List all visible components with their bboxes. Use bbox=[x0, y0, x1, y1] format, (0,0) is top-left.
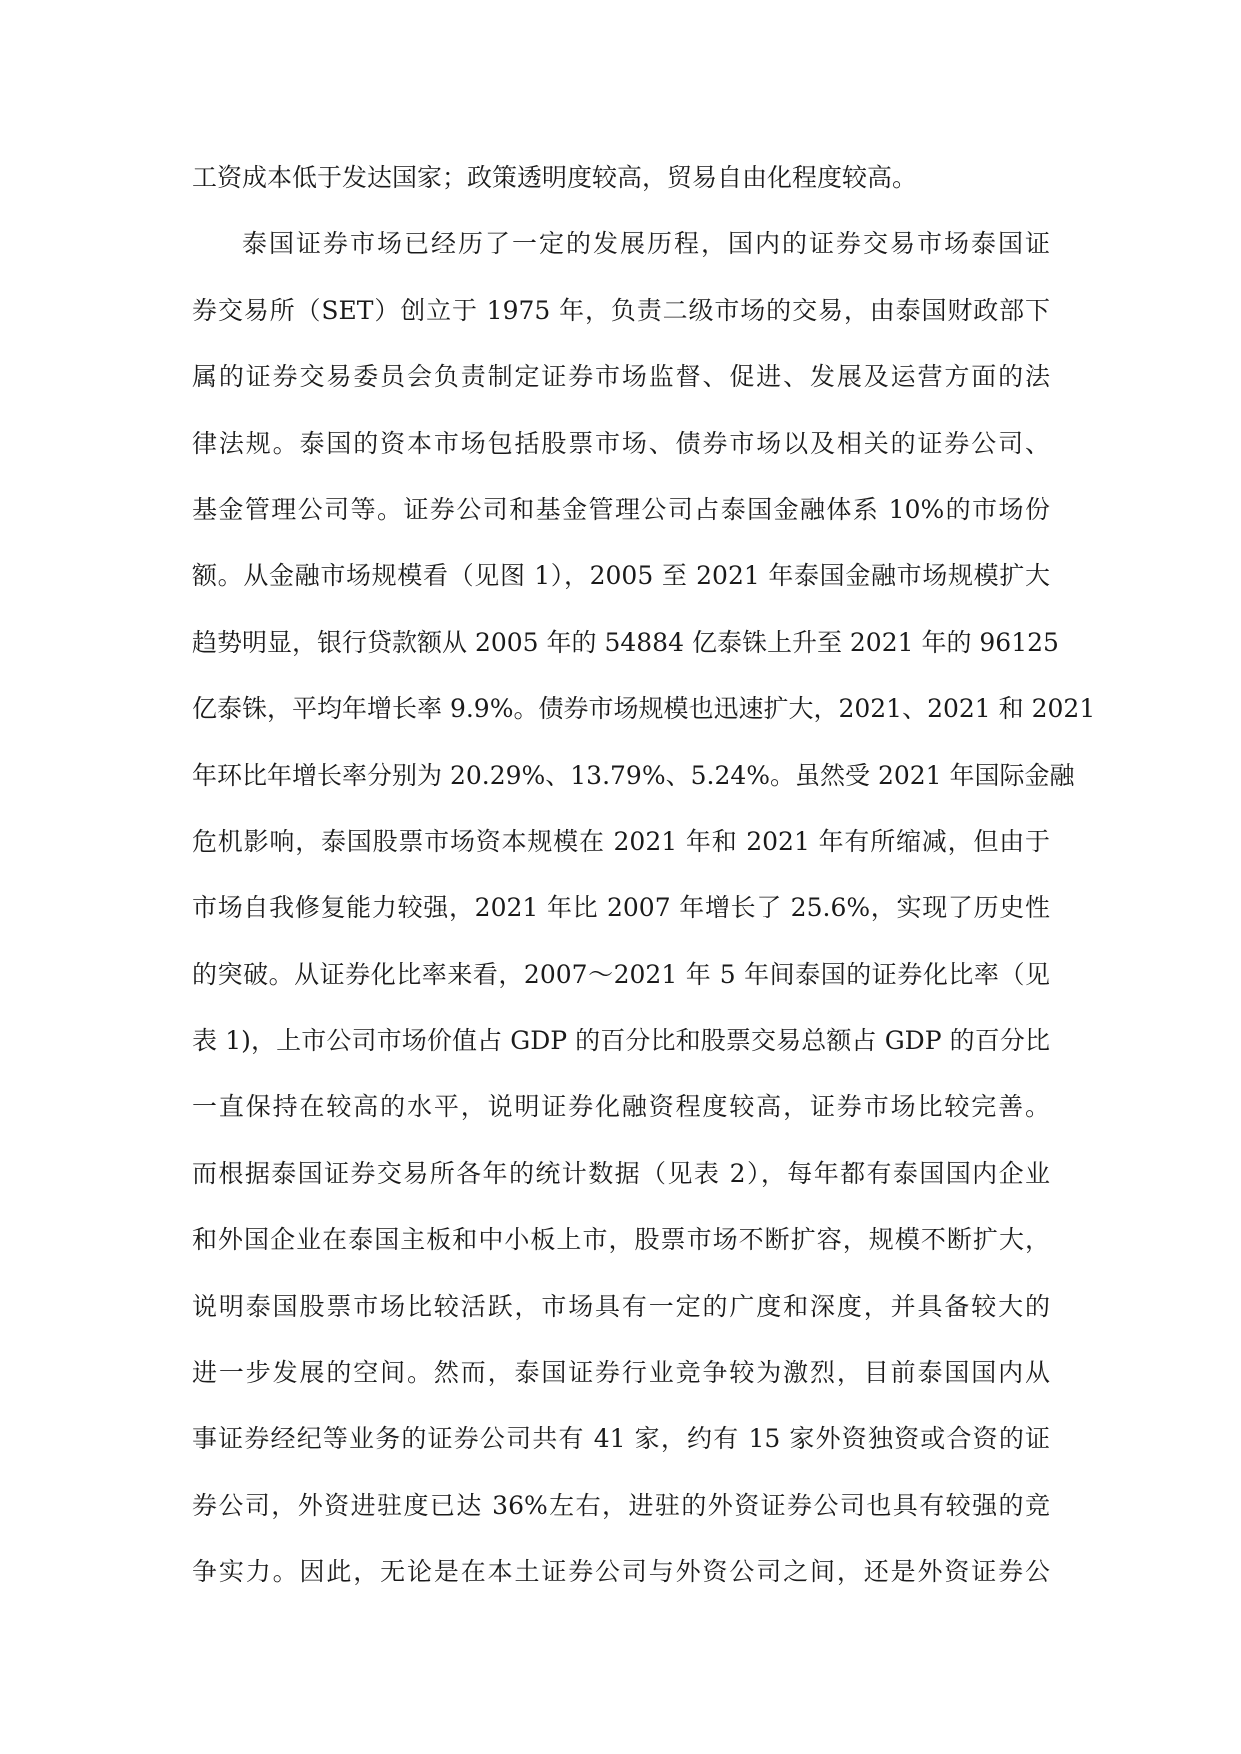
text-line: 律法规。泰国的资本市场包括股票市场、债券市场以及相关的证券公司、 bbox=[192, 428, 1050, 458]
text-line: 事证券经纪等业务的证券公司共有 41 家，约有 15 家外资独资或合资的证 bbox=[192, 1424, 1050, 1454]
text-line: 券公司，外资进驻度已达 36%左右，进驻的外资证券公司也具有较强的竞 bbox=[192, 1490, 1050, 1520]
text-line: 属的证券交易委员会负责制定证券市场监督、促进、发展及运营方面的法 bbox=[192, 362, 1050, 392]
text-line: 市场自我修复能力较强，2021 年比 2007 年增长了 25.6%，实现了历史性 bbox=[192, 893, 1050, 923]
text-line: 基金管理公司等。证券公司和基金管理公司占泰国金融体系 10%的市场份 bbox=[192, 494, 1050, 524]
text-line: 和外国企业在泰国主板和中小板上市，股票市场不断扩容，规模不断扩大， bbox=[192, 1225, 1050, 1255]
text-line: 趋势明显，银行贷款额从 2005 年的 54884 亿泰铢上升至 2021 年的 96125 bbox=[192, 627, 1059, 657]
body-text bbox=[192, 158, 1096, 1619]
text-line: 亿泰铢，平均年增长率 9.9%。债券市场规模也迅速扩大，2021、2021 和 2021 bbox=[192, 694, 1096, 724]
text-line: 年环比年增长率分别为 20.29%、13.79%、5.24%。虽然受 2021 年国际金融 bbox=[192, 760, 1075, 790]
text-line: 进一步发展的空间。然而，泰国证券行业竞争较为激烈，目前泰国国内从 bbox=[192, 1358, 1050, 1388]
text-line: 表 1)，上市公司市场价值占 GDP 的百分比和股票交易总额占 GDP 的百分比 bbox=[192, 1026, 1050, 1056]
text-line: 泰国证券市场已经历了一定的发展历程，国内的证券交易市场泰国证 bbox=[242, 229, 1050, 259]
text-line: 一直保持在较高的水平，说明证券化融资程度较高，证券市场比较完善。 bbox=[192, 1092, 1050, 1122]
text-line: 券交易所（SET）创立于 1975 年，负责二级市场的交易，由泰国财政部下 bbox=[192, 295, 1050, 325]
text-line: 工资成本低于发达国家；政策透明度较高，贸易自由化程度较高。 bbox=[192, 163, 918, 192]
text-line: 额。从金融市场规模看（见图 1），2005 至 2021 年泰国金融市场规模扩大 bbox=[192, 561, 1050, 591]
text-line: 的突破。从证券化比率来看，2007～2021 年 5 年间泰国的证券化比率（见 bbox=[192, 959, 1050, 989]
text-line: 危机影响，泰国股票市场资本规模在 2021 年和 2021 年有所缩减，但由于 bbox=[192, 826, 1050, 856]
text-line: 而根据泰国证券交易所各年的统计数据（见表 2），每年都有泰国国内企业 bbox=[192, 1158, 1050, 1188]
text-line: 争实力。因此，无论是在本土证券公司与外资公司之间，还是外资证券公 bbox=[192, 1557, 1050, 1587]
text-line: 说明泰国股票市场比较活跃，市场具有一定的广度和深度，并具备较大的 bbox=[192, 1291, 1050, 1321]
